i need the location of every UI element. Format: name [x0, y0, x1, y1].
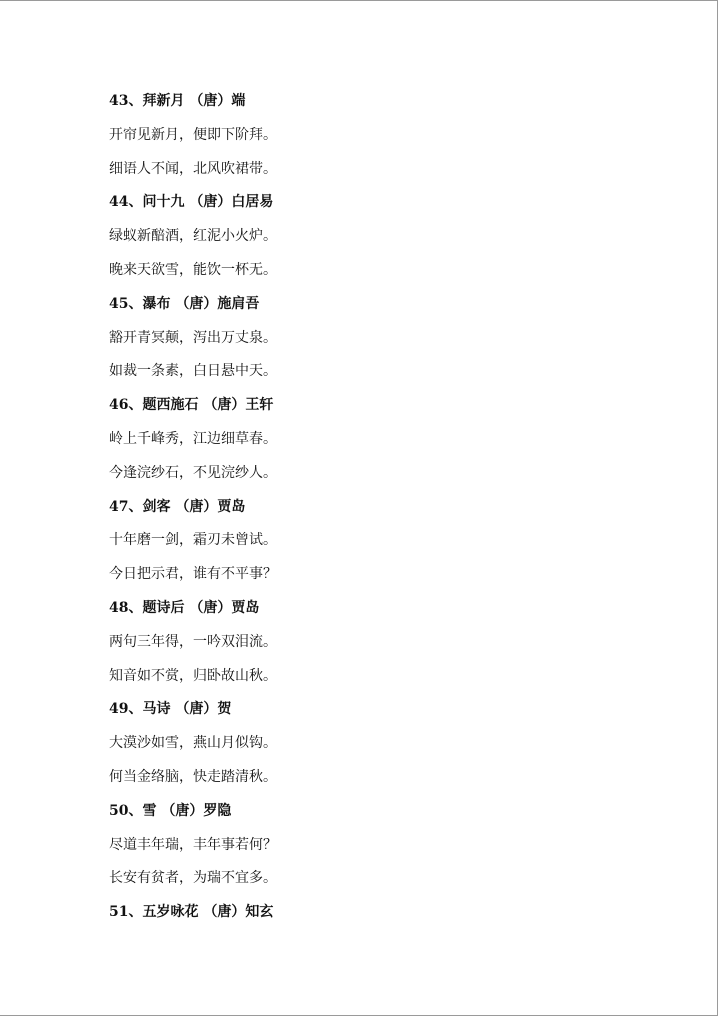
poem-line: 豁开青冥颠，泻出万丈泉。 [109, 329, 277, 346]
poem-title: 48、题诗后 （唐）贾岛 [109, 599, 260, 616]
poem-list [109, 85, 669, 930]
poem-title: 51、五岁咏花 （唐）知玄 [109, 904, 274, 921]
poem-line: 何当金络脑，快走踏清秋。 [109, 768, 277, 785]
poem-title: 47、剑客 （唐）贾岛 [109, 498, 246, 515]
poem-line: 开帘见新月，便即下阶拜。 [109, 126, 277, 143]
poem-title: 50、雪 （唐）罗隐 [109, 802, 232, 819]
poem-title: 49、马诗 （唐）贺 [109, 701, 232, 718]
poem-line: 今逢浣纱石，不见浣纱人。 [109, 464, 277, 481]
poem-title: 43、拜新月 （唐）端 [109, 93, 246, 109]
poem-line: 今日把示君，谁有不平事？ [109, 566, 277, 583]
poem-line: 尽道丰年瑞，丰年事若何？ [109, 836, 277, 853]
poem-line: 晚来天欲雪，能饮一杯无。 [109, 261, 277, 278]
poem-line: 两句三年得，一吟双泪流。 [109, 633, 277, 650]
poem-title: 44、问十九 （唐）白居易 [109, 194, 274, 211]
poem-line: 如裁一条素，白日悬中天。 [109, 363, 277, 380]
poem-line: 细语人不闻，北风吹裙带。 [109, 160, 277, 177]
poem-title: 46、题西施石 （唐）王轩 [109, 397, 274, 414]
poem-line: 岭上千峰秀，江边细草春。 [109, 430, 277, 447]
poem-line: 绿蚁新醅酒，红泥小火炉。 [109, 228, 277, 245]
poem-line: 大漠沙如雪，燕山月似钩。 [109, 735, 277, 752]
poem-title: 45、瀑布 （唐）施肩吾 [109, 295, 260, 312]
poem-line: 长安有贫者，为瑞不宜多。 [109, 870, 277, 887]
poem-line: 十年磨一剑，霜刃未曾试。 [109, 532, 277, 549]
poem-line: 知音如不赏，归卧故山秋。 [109, 667, 277, 684]
